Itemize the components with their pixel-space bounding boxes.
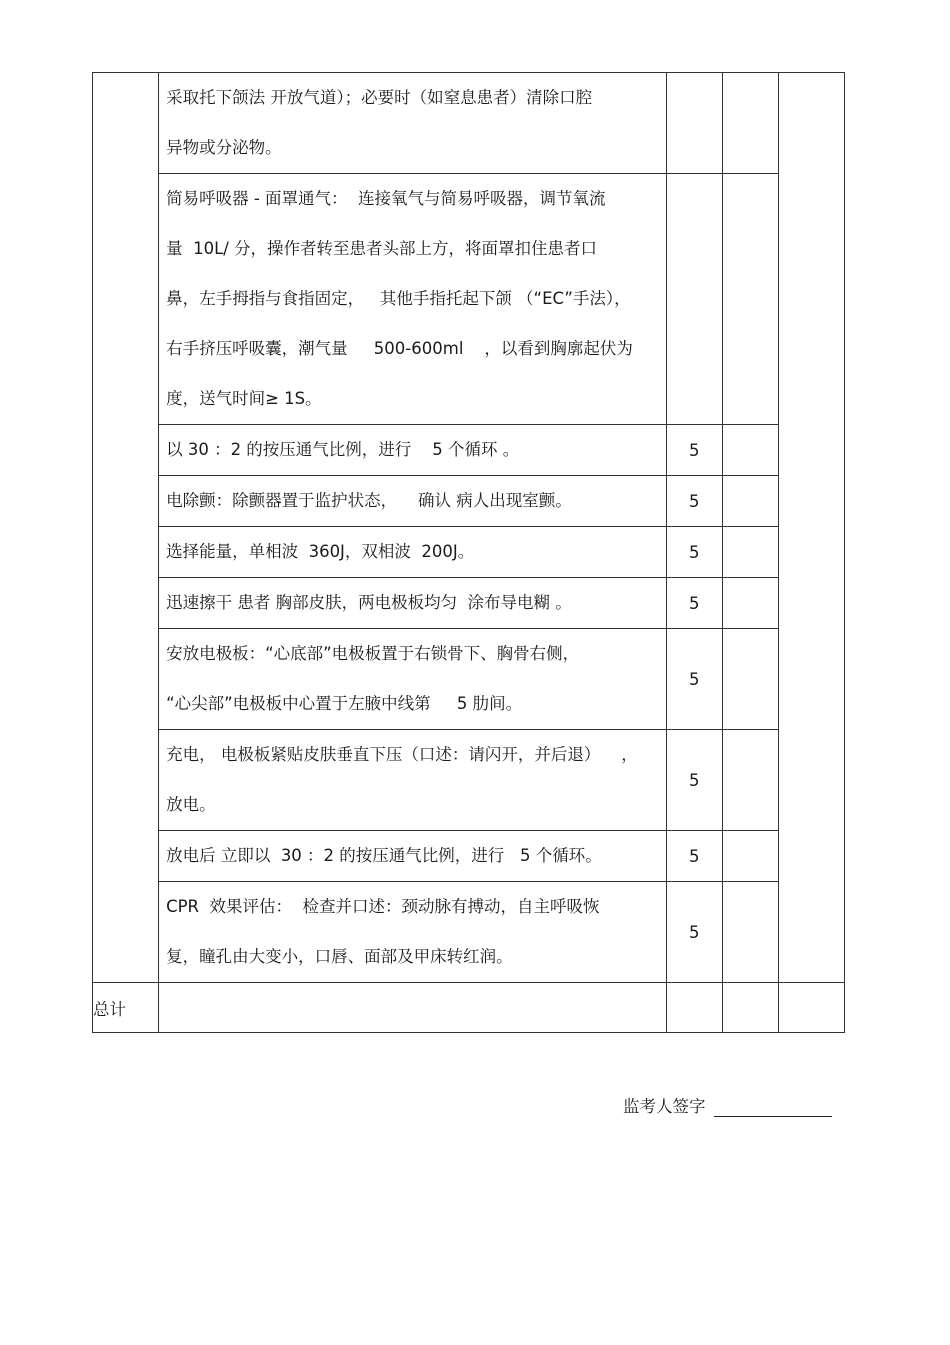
description-line: 放电。 (166, 795, 216, 814)
step-description-cell (159, 629, 667, 730)
score-cell: 5 (666, 476, 722, 527)
table-row (93, 578, 845, 629)
step-description-cell (159, 174, 667, 425)
score-cell: 5 (666, 629, 722, 730)
description-line: 选择能量，单相波 360J，双相波 200J。 (166, 542, 475, 561)
total-score-cell (666, 983, 722, 1033)
description-line: 安放电极板：“心底部”电极板置于右锁骨下、胸骨右侧， (166, 644, 580, 663)
table-row (93, 831, 845, 882)
deduction-cell (722, 527, 778, 578)
deduction-cell (722, 174, 778, 425)
table-row (93, 174, 845, 425)
table-row (93, 73, 845, 174)
description-line: 迅速擦干 患者 胸部皮肤，两电极板均匀 涂布导电糊 。 (166, 593, 572, 612)
score-cell: 5 (666, 425, 722, 476)
table-row (93, 730, 845, 831)
step-description-cell (159, 425, 667, 476)
examiner-signature (623, 1093, 832, 1117)
step-description-cell (159, 476, 667, 527)
score-cell: 5 (666, 831, 722, 882)
deduction-cell (722, 730, 778, 831)
deduction-cell (722, 882, 778, 983)
description-line: 采取托下颌法 开放气道）；必要时（如窒息患者）清除口腔 (166, 88, 593, 107)
deduction-cell (722, 476, 778, 527)
signature-label: 监考人签字 (623, 1097, 706, 1116)
step-description-cell (159, 730, 667, 831)
description-line: CPR 效果评估： 检查并口述：颈动脉有搏动，自主呼吸恢 (166, 897, 600, 916)
description-line: 量 10L/ 分，操作者转至患者头部上方，将面罩扣住患者口 (166, 239, 598, 258)
category-cell (93, 73, 159, 983)
description-line: 电除颤：除颤器置于监护状态， 确认 病人出现室颤。 (166, 491, 572, 510)
step-description-cell (159, 527, 667, 578)
score-cell: 5 (666, 578, 722, 629)
total-deduction-cell (722, 983, 778, 1033)
score-cell: 5 (666, 882, 722, 983)
score-cell: 5 (666, 527, 722, 578)
description-line: “心尖部”电极板中心置于左腋中线第 5 肋间。 (166, 694, 523, 713)
total-description-cell (159, 983, 667, 1033)
deduction-cell (722, 73, 778, 174)
table-row (93, 527, 845, 578)
total-label: 总计 (93, 983, 159, 1033)
deduction-cell (722, 425, 778, 476)
total-row (93, 983, 845, 1033)
total-remark-cell (778, 983, 844, 1033)
table-row (93, 629, 845, 730)
table-row (93, 882, 845, 983)
description-line: 鼻，左手拇指与食指固定， 其他手指托起下颌 （“EC”手法）， (166, 289, 631, 308)
description-line: 放电后 立即以 30 ：2 的按压通气比例，进行 5 个循环。 (166, 846, 602, 865)
description-line: 充电， 电极板紧贴皮肤垂直下压（口述：请闪开，并后退） ， (166, 745, 638, 764)
description-line: 复，瞳孔由大变小，口唇、面部及甲床转红润。 (166, 947, 513, 966)
scoring-table-body (93, 73, 845, 1033)
deduction-cell (722, 629, 778, 730)
signature-line[interactable] (714, 1096, 832, 1117)
step-description-cell (159, 882, 667, 983)
description-line: 以 30 ：2 的按压通气比例，进行 5 个循环 。 (166, 440, 520, 459)
description-line: 度，送气时间≥ 1S。 (166, 389, 322, 408)
deduction-cell (722, 831, 778, 882)
score-cell (666, 174, 722, 425)
table-row (93, 476, 845, 527)
score-cell: 5 (666, 730, 722, 831)
description-line: 异物或分泌物。 (166, 138, 282, 157)
step-description-cell (159, 831, 667, 882)
remark-cell (778, 73, 844, 983)
deduction-cell (722, 578, 778, 629)
description-line: 简易呼吸器 - 面罩通气： 连接氧气与简易呼吸器，调节氧流 (166, 189, 606, 208)
scoring-table (92, 72, 845, 1033)
step-description-cell (159, 578, 667, 629)
description-line: 右手挤压呼吸囊，潮气量 500-600ml ，以看到胸廓起伏为 (166, 339, 633, 358)
step-description-cell (159, 73, 667, 174)
table-row (93, 425, 845, 476)
score-cell (666, 73, 722, 174)
